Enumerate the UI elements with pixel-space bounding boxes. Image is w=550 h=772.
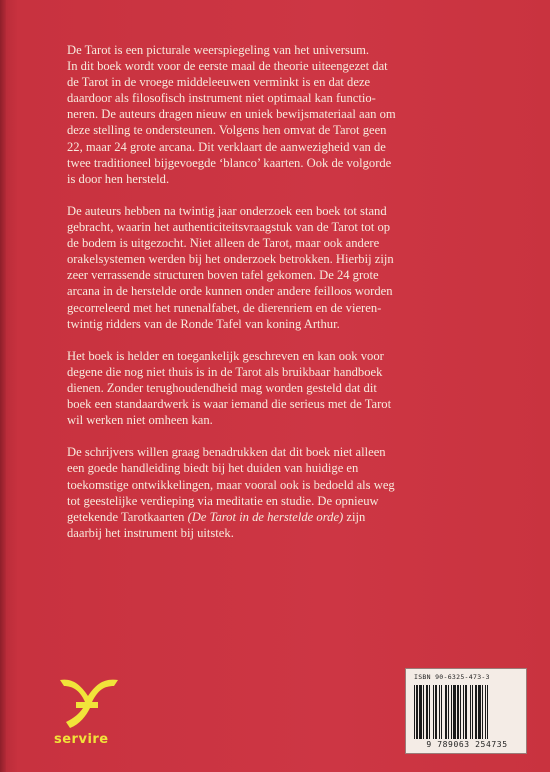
barcode-bar [426, 685, 428, 739]
barcode-bar [478, 685, 481, 739]
blurb-line: getekende Tarotkaarten [67, 509, 185, 524]
blurb-line: tot geestelijke verdieping via meditatie en studie. De opnieuw [67, 493, 379, 508]
barcode-bar [460, 685, 461, 739]
blurb-line: twee traditioneel bijgevoegde ‘blanco’ kaarten. Ook de volgorde [67, 155, 392, 170]
barcode-bar [485, 685, 486, 739]
blurb-line: neren. De auteurs dragen nieuw en uniek bewijsmateriaal aan om [67, 107, 396, 122]
blurb-line: is door hen hersteld. [67, 171, 170, 186]
blurb-line: arcana in de herstelde orde kunnen onder andere feilloos worden [67, 284, 393, 299]
barcode-bar [470, 685, 471, 739]
publisher-name: servire [54, 732, 109, 747]
barcode-bar [457, 685, 459, 739]
barcode-bar [439, 685, 440, 739]
blurb-line: zijn [346, 509, 366, 524]
barcode-bar [451, 685, 452, 739]
blurb-line: In dit boek wordt voor de eerste maal de theorie uiteengezet dat [67, 59, 388, 74]
blurb-line: zeer verrassende structuren boven tafel gekomen. De 24 grote [67, 268, 379, 283]
barcode-bar [445, 685, 447, 739]
blurb-line: 22, maar 24 grote arcana. Dit verklaart de aanwezigheid van de [67, 139, 386, 154]
blurb-paragraph-2 [67, 203, 503, 332]
barcode-bar [414, 685, 415, 739]
blurb-line: de bodem is uitgezocht. Niet alleen de Tarot, maar ook andere [67, 236, 380, 251]
barcode-bar [433, 685, 434, 739]
barcode-bar [419, 685, 422, 739]
barcode-bar [453, 685, 456, 739]
barcode-bar [416, 685, 418, 739]
barcode-bar [482, 685, 483, 739]
blurb-line: wil werken niet omheen kan. [67, 413, 213, 428]
book-title-italic: (De Tarot in de herstelde orde) [187, 509, 344, 524]
blurb-line: De schrijvers willen graag benadrukken dat dit boek niet alleen [67, 445, 386, 460]
blurb-line: toekomstige ontwikkelingen, maar vooral ook is bedoeld als weg [67, 477, 395, 492]
barcode-bar [423, 685, 424, 739]
blurb-text [67, 42, 503, 557]
blurb-line: De auteurs hebben na twintig jaar onderzoek een boek tot stand [67, 203, 387, 218]
barcode-bar [465, 685, 467, 739]
blurb-line: De Tarot is een picturale weerspiegeling van het universum. [67, 43, 370, 57]
blurb-line: daardoor als filosofisch instrument niet optimaal kan functio- [67, 91, 376, 106]
blurb-line: een goede handleiding biedt bij het duiden van huidige en [67, 461, 359, 476]
barcode-bar [435, 685, 437, 739]
barcode-bar [475, 685, 477, 739]
blurb-line: de Tarot in de vroege middeleeuwen verminkt is en dat deze [67, 75, 371, 90]
blurb-line: deze stelling te ondersteunen. Volgens hen omvat de Tarot geen [67, 123, 387, 138]
servire-logo-icon [58, 674, 120, 730]
barcode-icon [414, 685, 520, 739]
barcode-bar [487, 685, 488, 739]
isbn-text: ISBN 90-6325-473-3 [414, 673, 490, 681]
blurb-line: gebracht, waarin het authenticiteitsvraagstuk van de Tarot tot op [67, 220, 391, 235]
barcode-label [405, 668, 527, 754]
blurb-line: dienen. Zonder terughoudendheid mag worden gesteld dat dit [67, 380, 377, 395]
barcode-bar [463, 685, 464, 739]
barcode-bar [429, 685, 430, 739]
blurb-line: daarbij het instrument bij uitstek. [67, 525, 234, 540]
barcode-digits: 9 789063 254735 [426, 740, 508, 749]
blurb-line: boek een standaardwerk is waar iemand die serieus met de Tarot [67, 397, 392, 412]
blurb-line: gecorreleerd met het runenalfabet, de dierenriem en de vieren- [67, 300, 382, 315]
blurb-paragraph-4 [67, 444, 503, 541]
barcode-bar [472, 685, 473, 739]
blurb-paragraph-1 [67, 42, 503, 187]
publisher-logo [54, 674, 124, 764]
blurb-paragraph-3 [67, 348, 503, 428]
blurb-line: degene die nog niet thuis is in de Tarot als bruikbaar handboek [67, 364, 383, 379]
barcode-bar [441, 685, 442, 739]
barcode-bar [448, 685, 449, 739]
blurb-line: Het boek is helder en toegankelijk geschreven en kan ook voor [67, 348, 384, 363]
blurb-line: orakelsystemen werden bij het onderzoek betrokken. Hierbij zijn [67, 252, 394, 267]
blurb-line: twintig ridders van de Ronde Tafel van koning Arthur. [67, 316, 340, 331]
